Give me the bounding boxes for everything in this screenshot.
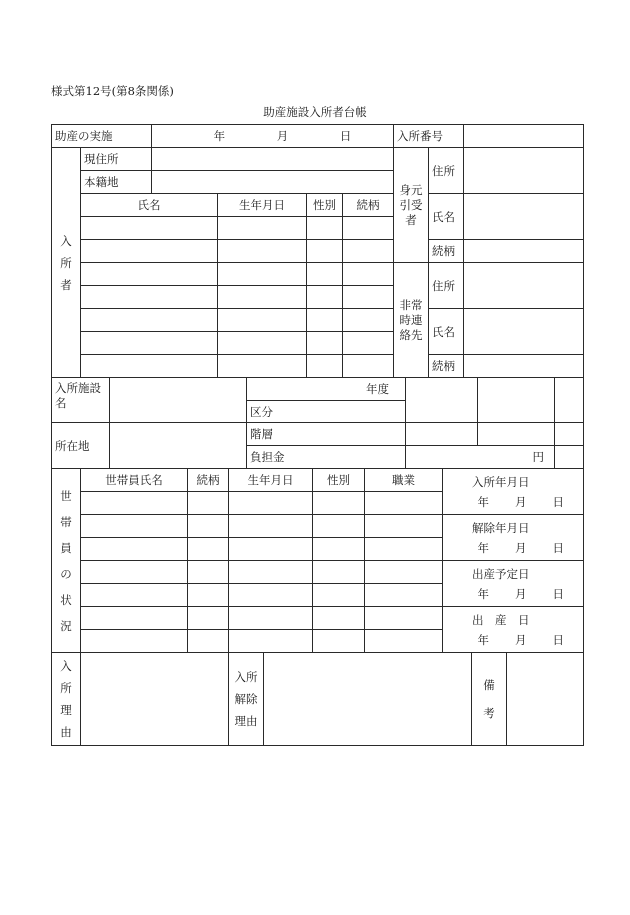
household-label-char: の <box>60 566 72 581</box>
guarantor-name-label: 氏名 <box>429 194 464 240</box>
birth-date-month: 月 <box>515 632 527 647</box>
resident-name-cell[interactable] <box>81 240 218 263</box>
household-header-relation: 続柄 <box>188 469 229 492</box>
tier-label: 階層 <box>247 423 406 446</box>
resident-name-cell[interactable] <box>81 309 218 332</box>
member-relation-cell[interactable] <box>188 630 229 653</box>
member-occupation-cell[interactable] <box>365 515 443 538</box>
resident-sex-cell[interactable] <box>307 286 343 309</box>
resident-sex-cell[interactable] <box>307 355 343 378</box>
member-relation-cell[interactable] <box>188 515 229 538</box>
resident-header-relation: 続柄 <box>343 194 394 217</box>
resident-birthdate-cell[interactable] <box>218 240 307 263</box>
birth-date-year: 年 <box>477 632 489 647</box>
admission-date-label: 入所年月日 <box>472 474 530 489</box>
resident-name-cell[interactable] <box>81 286 218 309</box>
implementation-date[interactable] <box>152 125 394 148</box>
guarantor-label-char: 身元 <box>399 182 423 197</box>
admission-reason-char: 理 <box>60 703 72 717</box>
resident-name-cell[interactable] <box>81 332 218 355</box>
guarantor-relation-field[interactable] <box>464 240 584 263</box>
resident-sex-cell[interactable] <box>307 309 343 332</box>
burden-label: 負担金 <box>247 446 406 469</box>
resident-sex-cell[interactable] <box>307 217 343 240</box>
facility-name-label-line: 名 <box>55 396 67 410</box>
resident-label-char: 入 <box>60 233 72 248</box>
guarantor-relation-label: 続柄 <box>429 240 464 263</box>
member-name-cell[interactable] <box>81 538 188 561</box>
member-name-cell[interactable] <box>81 561 188 584</box>
admission-number-field[interactable] <box>464 125 584 148</box>
member-birthdate-cell[interactable] <box>229 630 313 653</box>
reasons-table <box>51 652 584 746</box>
resident-birthdate-cell[interactable] <box>218 355 307 378</box>
resident-birthdate-cell[interactable] <box>218 286 307 309</box>
household-header-sex: 性別 <box>313 469 365 492</box>
resident-header-sex: 性別 <box>307 194 343 217</box>
household-label <box>52 469 81 653</box>
household-header-birthdate: 生年月日 <box>229 469 313 492</box>
guarantor-name-field[interactable] <box>464 194 584 240</box>
release-date-label: 解除年月日 <box>472 520 530 535</box>
member-birthdate-cell[interactable] <box>229 584 313 607</box>
member-occupation-cell[interactable] <box>365 492 443 515</box>
fiscal-year-label: 年度 <box>247 378 406 401</box>
member-name-cell[interactable] <box>81 607 188 630</box>
birth-date-label: 出 産 日 <box>472 612 530 627</box>
household-label-char: 状 <box>60 592 72 607</box>
resident-birthdate-cell[interactable] <box>218 263 307 286</box>
tier-field-2[interactable] <box>478 423 555 446</box>
release-reason-char: 理由 <box>234 714 258 728</box>
emergency-name-field[interactable] <box>464 309 584 355</box>
resident-birthdate-cell[interactable] <box>218 217 307 240</box>
member-occupation-cell[interactable] <box>365 561 443 584</box>
household-header-name: 世帯員氏名 <box>81 469 188 492</box>
household-label-char: 帯 <box>60 514 72 529</box>
resident-name-cell[interactable] <box>81 355 218 378</box>
resident-label <box>52 148 81 378</box>
member-name-cell[interactable] <box>81 492 188 515</box>
location-label: 所在地 <box>52 423 110 469</box>
resident-relation-cell[interactable] <box>343 332 394 355</box>
household-label-char: 世 <box>60 488 72 503</box>
member-sex-cell[interactable] <box>313 630 365 653</box>
facility-name-field[interactable] <box>110 378 247 423</box>
member-sex-cell[interactable] <box>313 492 365 515</box>
due-date-month: 月 <box>515 586 527 601</box>
member-occupation-cell[interactable] <box>365 630 443 653</box>
release-date-year: 年 <box>477 540 489 555</box>
facility-table <box>51 377 584 469</box>
member-birthdate-cell[interactable] <box>229 561 313 584</box>
impl-day: 日 <box>339 129 352 143</box>
member-birthdate-cell[interactable] <box>229 515 313 538</box>
member-occupation-cell[interactable] <box>365 607 443 630</box>
household-label-char: 況 <box>60 618 72 633</box>
release-reason-char: 解除 <box>234 692 258 706</box>
member-name-cell[interactable] <box>81 630 188 653</box>
admission-reason-char: 所 <box>60 681 72 695</box>
resident-name-cell[interactable] <box>81 217 218 240</box>
resident-relation-cell[interactable] <box>343 240 394 263</box>
category-label: 区分 <box>247 401 406 423</box>
tier-field-3[interactable] <box>555 423 584 446</box>
domicile-label: 本籍地 <box>81 171 152 194</box>
member-birthdate-cell[interactable] <box>229 607 313 630</box>
resident-table <box>51 124 584 378</box>
resident-sex-cell[interactable] <box>307 263 343 286</box>
fiscal-year-field-1[interactable] <box>406 378 478 423</box>
resident-header-name: 氏名 <box>81 194 218 217</box>
admission-date-day: 日 <box>552 494 564 509</box>
burden-field[interactable] <box>406 446 555 469</box>
member-sex-cell[interactable] <box>313 607 365 630</box>
household-label-char: 員 <box>60 540 72 555</box>
resident-birthdate-cell[interactable] <box>218 309 307 332</box>
current-address-label: 現住所 <box>81 148 152 171</box>
resident-birthdate-cell[interactable] <box>218 332 307 355</box>
member-sex-cell[interactable] <box>313 584 365 607</box>
resident-header-birthdate: 生年月日 <box>218 194 307 217</box>
due-date-cell[interactable] <box>443 561 584 607</box>
member-relation-cell[interactable] <box>188 492 229 515</box>
resident-label-char: 所 <box>60 255 72 270</box>
remarks-char: 考 <box>483 706 495 720</box>
member-birthdate-cell[interactable] <box>229 538 313 561</box>
birth-date-day: 日 <box>552 632 564 647</box>
resident-relation-cell[interactable] <box>343 355 394 378</box>
form-title: 助産施設入所者台帳 <box>263 105 367 119</box>
burden-field-extra[interactable] <box>555 446 584 469</box>
member-relation-cell[interactable] <box>188 584 229 607</box>
admission-reason-char: 由 <box>60 725 72 739</box>
release-reason-field[interactable] <box>264 653 472 746</box>
resident-relation-cell[interactable] <box>343 286 394 309</box>
resident-relation-cell[interactable] <box>343 217 394 240</box>
guarantor-label <box>394 148 429 263</box>
tier-field-1[interactable] <box>406 423 478 446</box>
release-date-month: 月 <box>515 540 527 555</box>
remarks-char: 備 <box>483 678 495 692</box>
due-date-label: 出産予定日 <box>472 566 530 581</box>
guarantor-address-label: 住所 <box>429 148 464 194</box>
member-relation-cell[interactable] <box>188 607 229 630</box>
emergency-address-field[interactable] <box>464 263 584 309</box>
due-date-year: 年 <box>477 586 489 601</box>
member-occupation-cell[interactable] <box>365 584 443 607</box>
release-date-cell[interactable] <box>443 515 584 561</box>
resident-relation-cell[interactable] <box>343 263 394 286</box>
facility-name-label <box>52 378 110 423</box>
member-sex-cell[interactable] <box>313 561 365 584</box>
due-date-day: 日 <box>552 586 564 601</box>
household-header-occupation: 職業 <box>365 469 443 492</box>
facility-name-label-line: 入所施設 <box>55 381 101 395</box>
emergency-address-label: 住所 <box>429 263 464 309</box>
resident-sex-cell[interactable] <box>307 332 343 355</box>
release-date-day: 日 <box>552 540 564 555</box>
resident-sex-cell[interactable] <box>307 240 343 263</box>
resident-relation-cell[interactable] <box>343 309 394 332</box>
emergency-relation-label: 続柄 <box>429 355 464 378</box>
member-sex-cell[interactable] <box>313 538 365 561</box>
guarantor-label-char: 引受 <box>399 197 423 212</box>
emergency-label <box>394 263 429 378</box>
admission-reason-char: 入 <box>60 659 72 673</box>
fiscal-year-field-2[interactable] <box>478 378 555 423</box>
remarks-field[interactable] <box>507 653 584 746</box>
domicile-field[interactable] <box>152 171 394 194</box>
emergency-name-label: 氏名 <box>429 309 464 355</box>
member-name-cell[interactable] <box>81 515 188 538</box>
admission-reason-label <box>52 653 81 746</box>
fiscal-year-field-3[interactable] <box>555 378 584 423</box>
member-relation-cell[interactable] <box>188 561 229 584</box>
admission-number-label: 入所番号 <box>394 125 464 148</box>
member-sex-cell[interactable] <box>313 515 365 538</box>
release-reason-char: 入所 <box>234 670 258 684</box>
resident-label-char: 者 <box>60 277 72 292</box>
impl-year: 年 <box>213 129 226 143</box>
birth-date-cell[interactable] <box>443 607 584 653</box>
location-field[interactable] <box>110 423 247 469</box>
guarantor-label-char: 者 <box>405 212 417 227</box>
emergency-label-char: 時連 <box>399 312 423 327</box>
yen-label: 円 <box>532 450 544 464</box>
member-birthdate-cell[interactable] <box>229 492 313 515</box>
household-table <box>51 468 584 653</box>
implementation-label: 助産の実施 <box>52 125 152 148</box>
release-reason-label <box>229 653 264 746</box>
current-address-field[interactable] <box>152 148 394 171</box>
emergency-label-char: 非常 <box>399 297 423 312</box>
impl-month: 月 <box>276 129 289 143</box>
admission-date-year: 年 <box>477 494 489 509</box>
member-name-cell[interactable] <box>81 584 188 607</box>
admission-date-cell[interactable] <box>443 469 584 515</box>
admission-date-month: 月 <box>515 494 527 509</box>
resident-name-cell[interactable] <box>81 263 218 286</box>
member-relation-cell[interactable] <box>188 538 229 561</box>
form-label: 様式第12号(第8条関係) <box>51 84 174 98</box>
guarantor-address-field[interactable] <box>464 148 584 194</box>
admission-reason-field[interactable] <box>81 653 229 746</box>
remarks-label <box>472 653 507 746</box>
emergency-label-char: 絡先 <box>399 327 423 342</box>
emergency-relation-field[interactable] <box>464 355 584 378</box>
member-occupation-cell[interactable] <box>365 538 443 561</box>
